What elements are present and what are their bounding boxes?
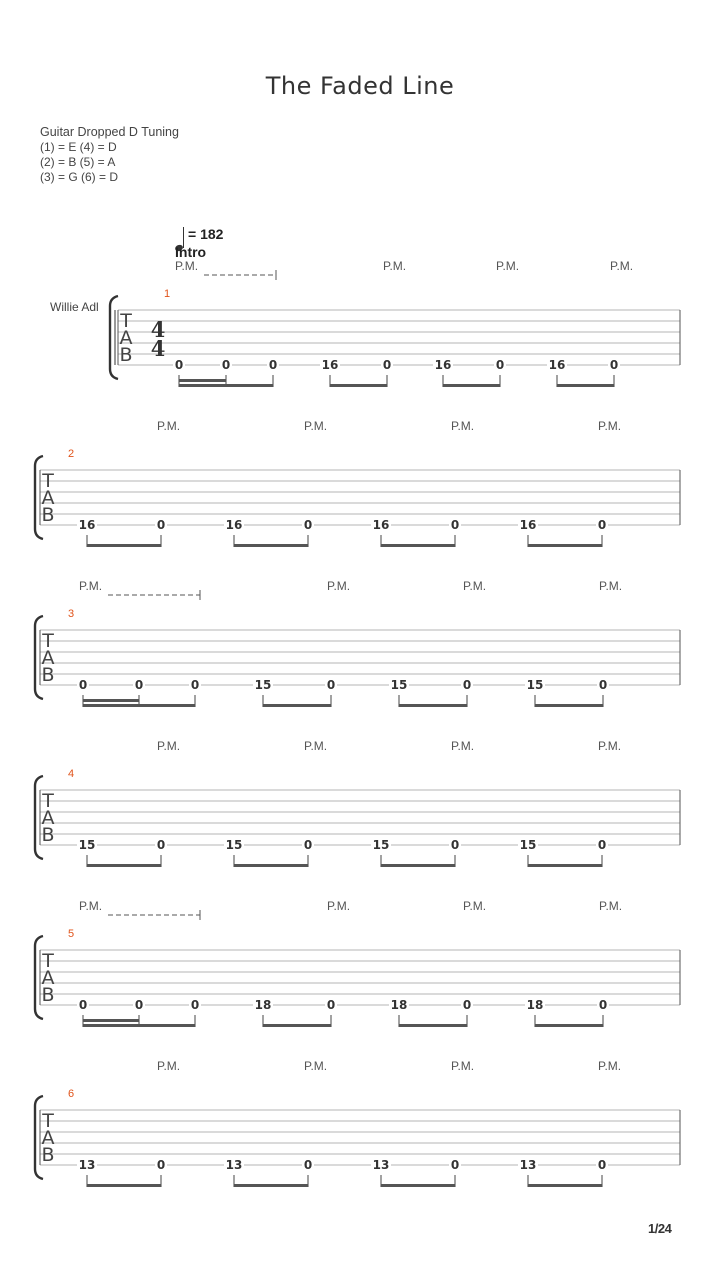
fret-number: 0	[268, 358, 278, 372]
fret-number: 0	[450, 518, 460, 532]
tab-clef-letter: T	[42, 790, 54, 812]
fret-number: 16	[372, 518, 390, 532]
beam	[399, 704, 467, 707]
tab-clef-letter: T	[42, 1110, 54, 1132]
fret-number: 0	[78, 678, 88, 692]
palm-mute-label: P.M.	[463, 579, 487, 593]
palm-mute-label: P.M.	[463, 899, 487, 913]
palm-mute-label: P.M.	[304, 419, 328, 433]
fret-number: 15	[78, 838, 96, 852]
fret-number: 18	[526, 998, 544, 1012]
tab-clef-letter: T	[42, 950, 54, 972]
section-label: Intro	[175, 244, 207, 260]
tab-clef-letter: B	[119, 344, 133, 366]
beam	[381, 1184, 455, 1187]
page-number: 1/24	[648, 1221, 672, 1236]
beam-sixteenth	[83, 699, 139, 702]
fret-number: 13	[225, 1158, 243, 1172]
tab-clef-letter: T	[42, 470, 54, 492]
fret-number: 16	[225, 518, 243, 532]
fret-number: 0	[303, 1158, 313, 1172]
instrument-name: Willie Adl	[50, 300, 99, 314]
fret-number: 15	[526, 678, 544, 692]
tuning-line: (2) = B (5) = A	[40, 155, 116, 169]
fret-number: 13	[519, 1158, 537, 1172]
palm-mute-label: P.M.	[599, 579, 623, 593]
fret-number: 16	[519, 518, 537, 532]
palm-mute-label: P.M.	[496, 259, 520, 273]
fret-number: 0	[598, 678, 608, 692]
fret-number: 16	[548, 358, 566, 372]
beam	[528, 1184, 602, 1187]
tab-clef-letter: B	[41, 824, 55, 846]
beam	[381, 544, 455, 547]
beam	[443, 384, 500, 387]
fret-number: 0	[382, 358, 392, 372]
tab-clef-letter: T	[42, 630, 54, 652]
fret-number: 18	[390, 998, 408, 1012]
time-signature-numerator: 4	[150, 317, 166, 342]
palm-mute-label: P.M.	[175, 259, 199, 273]
fret-number: 0	[450, 1158, 460, 1172]
fret-number: 15	[254, 678, 272, 692]
fret-number: 13	[78, 1158, 96, 1172]
fret-number: 15	[225, 838, 243, 852]
palm-mute-label: P.M.	[598, 739, 622, 753]
palm-mute-label: P.M.	[304, 1059, 328, 1073]
beam	[399, 1024, 467, 1027]
bar-number: 3	[68, 608, 75, 620]
palm-mute-label: P.M.	[304, 739, 328, 753]
fret-number: 0	[221, 358, 231, 372]
fret-number: 13	[372, 1158, 390, 1172]
palm-mute-label: P.M.	[599, 899, 623, 913]
beam	[381, 864, 455, 867]
beam-sixteenth	[83, 1019, 139, 1022]
fret-number: 0	[597, 1158, 607, 1172]
fret-number: 15	[372, 838, 390, 852]
tab-clef-letter: A	[41, 807, 55, 829]
palm-mute-label: P.M.	[598, 419, 622, 433]
beam	[87, 1184, 161, 1187]
palm-mute-label: P.M.	[451, 1059, 475, 1073]
fret-number: 0	[597, 838, 607, 852]
palm-mute-label: P.M.	[327, 579, 351, 593]
beam	[234, 1184, 308, 1187]
beam-sixteenth	[179, 379, 226, 382]
fret-number: 0	[156, 1158, 166, 1172]
fret-number: 16	[434, 358, 452, 372]
fret-number: 0	[156, 518, 166, 532]
tab-clef-letter: B	[41, 1144, 55, 1166]
tab-clef-letter: A	[41, 1127, 55, 1149]
fret-number: 0	[597, 518, 607, 532]
beam	[528, 864, 602, 867]
tuning-line: (1) = E (4) = D	[40, 140, 117, 154]
time-signature-denominator: 4	[150, 336, 166, 361]
fret-number: 0	[174, 358, 184, 372]
tempo-marking: = 182	[188, 226, 224, 242]
beam	[87, 544, 161, 547]
song-title: The Faded Line	[265, 72, 455, 100]
fret-number: 0	[326, 678, 336, 692]
palm-mute-label: P.M.	[157, 1059, 181, 1073]
bar-number: 6	[68, 1088, 75, 1100]
fret-number: 16	[321, 358, 339, 372]
fret-number: 0	[303, 518, 313, 532]
tab-clef-letter: A	[41, 647, 55, 669]
bar-number: 5	[68, 928, 75, 940]
fret-number: 0	[598, 998, 608, 1012]
bar-number: 2	[68, 448, 75, 460]
tab-clef-letter: A	[41, 967, 55, 989]
fret-number: 15	[390, 678, 408, 692]
beam	[87, 864, 161, 867]
beam	[330, 384, 387, 387]
fret-number: 0	[495, 358, 505, 372]
palm-mute-label: P.M.	[79, 899, 103, 913]
tab-clef-letter: B	[41, 504, 55, 526]
tuning-line: (3) = G (6) = D	[40, 170, 119, 184]
beam	[263, 1024, 331, 1027]
fret-number: 0	[462, 998, 472, 1012]
fret-number: 0	[190, 678, 200, 692]
fret-number: 0	[190, 998, 200, 1012]
beam	[83, 704, 195, 707]
beam	[179, 384, 273, 387]
system-bracket	[110, 296, 118, 379]
fret-number: 0	[609, 358, 619, 372]
beam	[535, 1024, 603, 1027]
fret-number: 0	[134, 998, 144, 1012]
beam	[557, 384, 614, 387]
tab-clef-letter: B	[41, 664, 55, 686]
palm-mute-label: P.M.	[610, 259, 634, 273]
beam	[263, 704, 331, 707]
palm-mute-label: P.M.	[451, 419, 475, 433]
fret-number: 18	[254, 998, 272, 1012]
bar-number: 4	[68, 768, 75, 780]
fret-number: 0	[462, 678, 472, 692]
tab-clef-letter: T	[120, 310, 132, 332]
fret-number: 0	[303, 838, 313, 852]
beam	[83, 1024, 195, 1027]
fret-number: 16	[78, 518, 96, 532]
fret-number: 0	[78, 998, 88, 1012]
palm-mute-label: P.M.	[598, 1059, 622, 1073]
palm-mute-label: P.M.	[157, 739, 181, 753]
fret-number: 0	[450, 838, 460, 852]
fret-number: 0	[326, 998, 336, 1012]
fret-number: 15	[519, 838, 537, 852]
palm-mute-label: P.M.	[79, 579, 103, 593]
beam	[234, 864, 308, 867]
bar-number: 1	[164, 288, 171, 300]
palm-mute-label: P.M.	[157, 419, 181, 433]
tab-clef-letter: A	[41, 487, 55, 509]
palm-mute-label: P.M.	[383, 259, 407, 273]
beam	[528, 544, 602, 547]
fret-number: 0	[156, 838, 166, 852]
palm-mute-label: P.M.	[451, 739, 475, 753]
tab-clef-letter: B	[41, 984, 55, 1006]
palm-mute-label: P.M.	[327, 899, 351, 913]
beam	[234, 544, 308, 547]
tuning-title: Guitar Dropped D Tuning	[40, 125, 179, 139]
tab-clef-letter: A	[119, 327, 133, 349]
fret-number: 0	[134, 678, 144, 692]
beam	[535, 704, 603, 707]
